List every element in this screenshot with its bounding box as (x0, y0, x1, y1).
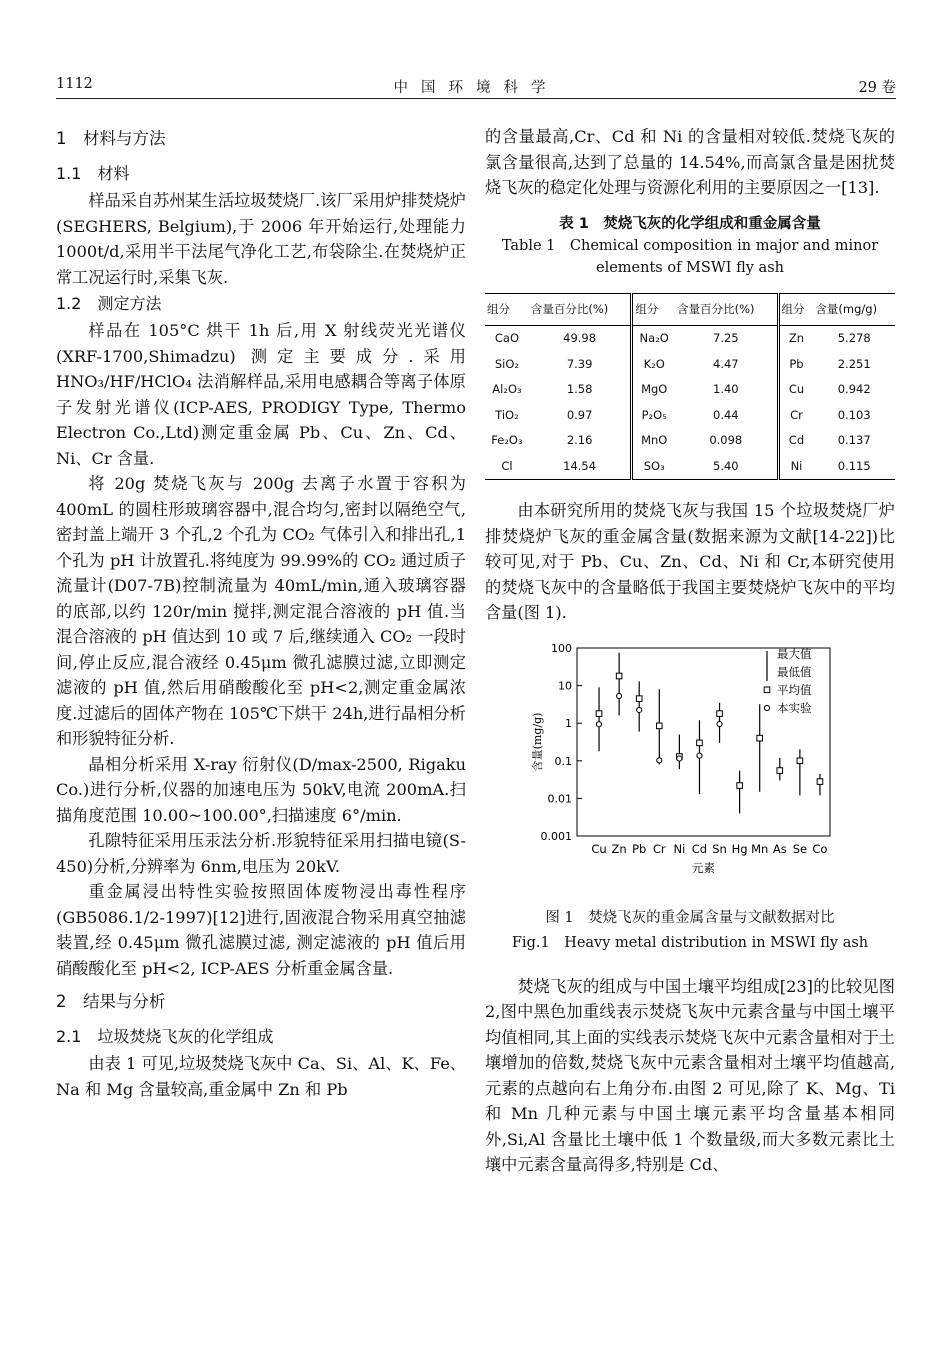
x-tick-label: Se (792, 841, 808, 856)
this-study-point (596, 721, 601, 726)
table-cell: Cr (778, 403, 813, 429)
page-number: 1112 (56, 76, 93, 92)
y-axis-label: 含量(mg/g) (531, 712, 544, 771)
journal-name: 中国环境科学 (393, 80, 559, 96)
mean-point (757, 735, 763, 741)
y-tick-label: 0.001 (540, 829, 572, 843)
x-tick-label: Cd (691, 841, 708, 856)
y-tick-label: 1 (565, 716, 572, 730)
paragraph: 样品在 105°C 烘干 1h 后,用 X 射线荧光光谱仪 (XRF-1700,Shimadzu) 测定主要成分.采用 HNO₃/HF/HClO₄ 法消解样品,采用电感耦合等离子体原子发射光谱仪(ICP-AES, PRODIGY Type, Thermo Electron Co.,Ltd)测定重金属 Pb、Cu、Zn、Cd、Ni、Cr 含量. (56, 321, 466, 468)
mean-point (777, 767, 783, 773)
x-tick-label: Cu (591, 841, 607, 856)
table-row (485, 454, 895, 480)
table-title-en: Table 1 Chemical composition in major and minor elements of MSWI fly ash (501, 237, 879, 276)
this-study-point (717, 721, 722, 726)
table-cell: Zn (778, 326, 813, 352)
mean-point (616, 673, 622, 679)
table-row (485, 403, 895, 429)
legend-label: 本实验 (777, 700, 812, 715)
figure-caption-cn: 图 1 焚烧飞灰的重金属含量与文献数据对比 (545, 909, 835, 926)
table-cell: 14.54 (563, 458, 597, 473)
table-row (485, 326, 895, 352)
table-cell: 0.103 (837, 407, 871, 422)
y-tick-label: 0.01 (547, 791, 572, 805)
table-header-cell: 含量百分比(%) (675, 293, 778, 326)
x-tick-label: Pb (632, 841, 647, 856)
table-cell: Cd (778, 428, 813, 454)
table-cell: Pb (778, 352, 813, 378)
table-cell: MgO (632, 377, 675, 403)
heavy-metal-chart (485, 640, 895, 900)
this-study-point (697, 753, 702, 758)
right-column (485, 124, 895, 1178)
figure-1 (485, 640, 895, 900)
table-cell: 4.47 (713, 356, 739, 371)
table-cell: 0.942 (837, 382, 871, 396)
table-cell: 1.58 (566, 382, 593, 396)
this-study-point (657, 757, 662, 762)
table-cell: 2.251 (837, 356, 871, 371)
this-study-point (677, 755, 682, 760)
table-header-cell: 含量百分比(%) (529, 293, 632, 326)
table-cell: 0.44 (713, 407, 739, 422)
table-cell: Ni (778, 454, 813, 480)
x-tick-label: Ni (673, 841, 686, 856)
mean-point (656, 723, 662, 729)
legend-label: 平均值 (777, 682, 812, 697)
mean-point (636, 695, 642, 701)
table-header-cell: 组分 (632, 293, 675, 326)
table-cell: 0.098 (709, 433, 743, 447)
section-1-1-title: 1.1 材料 (56, 164, 130, 183)
table-cell: Cl (501, 458, 513, 473)
table-cell: 0.97 (566, 407, 593, 422)
section-2-1-title: 2.1 垃圾焚烧飞灰的化学组成 (56, 1027, 274, 1046)
paragraph: 孔隙特征采用压汞法分析.形貌特征采用扫描电镜(S-450)分析,分辨率为 6nm,电压为 20kV. (56, 831, 466, 876)
table-cell: K₂O (632, 352, 675, 378)
legend-study-symbol (764, 705, 769, 710)
table-header-cell: 含量(mg/g) (813, 293, 895, 326)
x-tick-label: Co (812, 841, 828, 856)
table-cell: 2.16 (566, 433, 593, 447)
paragraph: 由表 1 可见,垃圾焚烧飞灰中 Ca、Si、Al、K、Fe、Na 和 Mg 含量较高,重金属中 Zn 和 Pb (56, 1054, 466, 1099)
x-tick-label: Cr (652, 841, 666, 856)
table-cell: Cu (778, 377, 813, 403)
x-axis-label: 元素 (692, 860, 715, 875)
table-cell: P₂O₅ (632, 403, 675, 429)
this-study-point (617, 693, 622, 698)
mean-point (737, 782, 743, 788)
paragraph: 样品采自苏州某生活垃圾焚烧厂.该厂采用炉排焚烧炉(SEGHERS, Belgium),于 2006 年开始运行,处理能力 1000t/d,采用半干法尾气净化工艺,布袋除尘.在焚烧炉正常工况运行时,采集飞灰. (56, 191, 466, 287)
table-title-cn: 表 1 焚烧飞灰的化学组成和重金属含量 (559, 215, 821, 232)
x-tick-label: As (772, 841, 787, 856)
table-cell: 5.40 (713, 458, 739, 473)
table-cell: 0.137 (837, 433, 871, 447)
table-cell: 49.98 (563, 331, 597, 345)
mean-point (817, 778, 823, 784)
left-column (56, 124, 466, 1102)
table-cell: 0.115 (837, 458, 871, 473)
mean-point (596, 710, 602, 716)
y-tick-label: 100 (551, 641, 572, 655)
y-tick-label: 10 (558, 679, 572, 693)
page-header (56, 74, 896, 99)
table-header-cell: 组分 (485, 293, 529, 326)
paragraph: 的含量最高,Cr、Cd 和 Ni 的含量相对较低.焚烧飞灰的氯含量很高,达到了总量的 14.54%,而高氯含量是困扰焚烧飞灰的稳定化处理与资源化利用的主要原因之一[13]. (485, 127, 895, 197)
table-row (485, 428, 895, 454)
paragraph: 将 20g 焚烧飞灰与 200g 去离子水置于容积为 400mL 的圆柱形玻璃容器中,混合均匀,密封以隔绝空气,密封盖上端开 3 个孔,2 个孔为 CO₂ 气体引入和排出孔,1 个孔为 pH 计放置孔.将纯度为 99.99%的 CO₂ 通过质子流量计(D07-7B)控制流量为 40mL/min,通入玻璃容器的底部,以约 120r/min 搅拌,测定混合溶液的 pH 值.当混合溶液的 pH 值达到 10 或 7 后,继续通入 CO₂ 一段时间,停止反应,混合液经 0.45μm 微孔滤膜过滤,立即测定滤液的 pH 值,然后用硝酸酸化至 pH<2,测定重金属浓度.过滤后的固体产物在 105℃下烘干 24h,进行晶相分析和形貌特征分析. (56, 474, 466, 748)
legend-mean-symbol (764, 687, 770, 693)
volume-number: 29 卷 (858, 80, 896, 96)
figure-caption-en: Fig.1 Heavy metal distribution in MSWI fly ash (511, 934, 869, 951)
table-row (485, 352, 895, 378)
mean-point (717, 710, 723, 716)
table-cell: SO₃ (632, 454, 675, 480)
composition-table (485, 293, 895, 481)
table-header-cell: 组分 (778, 293, 813, 326)
table-cell: Al₂O₃ (492, 382, 522, 396)
paragraph: 晶相分析采用 X-ray 衍射仪(D/max-2500, Rigaku Co.)进行分析,仪器的加速电压为 50kV,电流 200mA.扫描角度范围 10.00~100.00°,扫描速度 6°/min. (56, 754, 466, 825)
table-cell: MnO (632, 428, 675, 454)
paragraph: 重金属浸出特性实验按照固体废物浸出毒性程序(GB5086.1/2-1997)[12]进行,固液混合物采用真空抽滤装置,经 0.45μm 微孔滤膜过滤, 测定滤液的 pH 值后用硝酸酸化至 pH<2, ICP-AES 分析重金属含量. (56, 882, 466, 978)
table-cell: Na₂O (632, 326, 675, 352)
table-cell: TiO₂ (495, 407, 519, 422)
mean-point (697, 740, 703, 746)
this-study-point (637, 707, 642, 712)
table-cell: 5.278 (837, 331, 871, 345)
table-cell: CaO (494, 331, 520, 345)
y-tick-label: 0.1 (554, 754, 572, 768)
paragraph: 由本研究所用的焚烧飞灰与我国 15 个垃圾焚烧厂炉排焚烧炉飞灰的重金属含量(数据来源为文献[14-22])比较可见,对于 Pb、Cu、Zn、Cd、Ni 和 Cr,本研究使用的焚烧飞灰中的含量略低于我国主要焚烧炉飞灰中的平均含量(图 1). (485, 501, 895, 622)
section-2-title: 2 结果与分析 (56, 992, 166, 1011)
x-tick-label: Sn (712, 841, 727, 856)
table-cell: 1.40 (713, 382, 739, 396)
x-tick-label: Hg (731, 841, 748, 856)
table-cell: 7.39 (566, 356, 593, 371)
table-cell: 7.25 (713, 331, 739, 345)
mean-point (797, 758, 803, 764)
legend-label: 最低值 (777, 664, 812, 679)
section-1-title: 1 材料与方法 (56, 129, 166, 148)
paragraph: 焚烧飞灰的组成与中国土壤平均组成[23]的比较见图 2,图中黑色加重线表示焚烧飞灰中元素含量与中国土壤平均值相同,其上面的实线表示焚烧飞灰中元素含量相对于土壤增加的倍数,焚烧飞灰中元素含量相对土壤平均值越高,元素的点越向右上角分布.由图 2 可见,除了 K、Mg、Ti 和 Mn 几种元素与中国土壤元素平均含量基本相同外,Si,Al 含量比土壤中低 1 个数量级,而大多数元素比土壤中元素含量高得多,特别是 Cd、 (485, 976, 895, 1174)
x-tick-label: Zn (611, 841, 627, 856)
table-cell: SiO₂ (494, 356, 520, 371)
table-cell: Fe₂O₃ (491, 433, 523, 447)
table-row (485, 377, 895, 403)
x-tick-label: Mn (751, 841, 769, 856)
legend-label: 最大值 (777, 646, 812, 661)
section-1-2-title: 1.2 测定方法 (56, 294, 162, 313)
